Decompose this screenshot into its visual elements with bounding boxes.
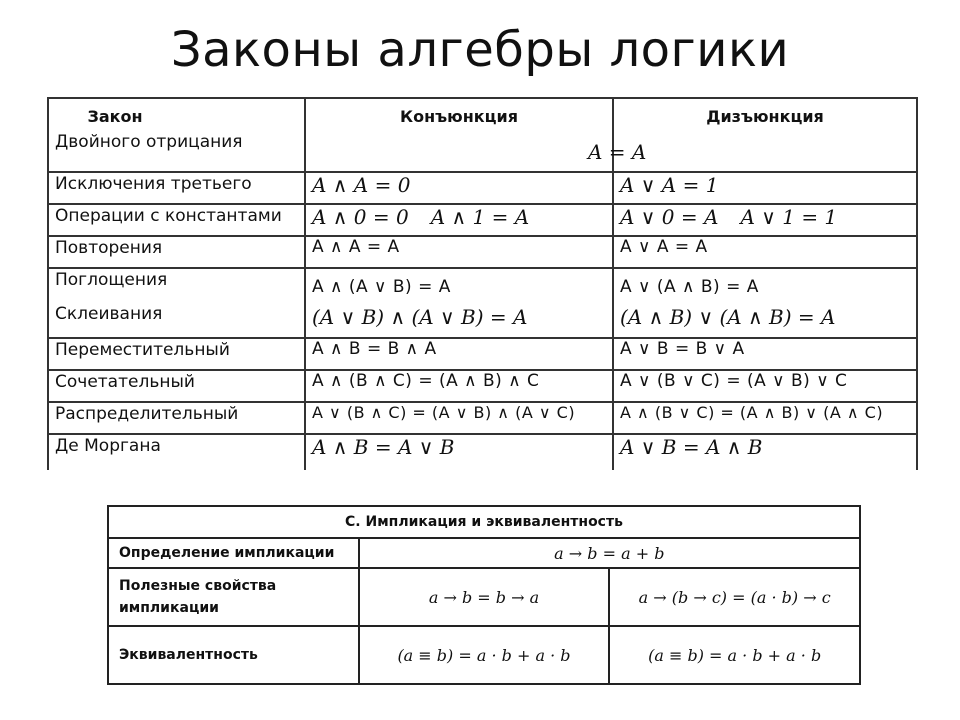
formula-text: A ∨ (B ∨ C) = (A ∨ B) ∨ C xyxy=(620,371,848,391)
law-row xyxy=(48,370,917,402)
law-name-gluing: Склеивания xyxy=(55,304,163,324)
law-conjunction xyxy=(305,204,613,236)
formula-text: A ∨ (B ∧ C) = (A ∨ B) ∧ (A ∨ C) xyxy=(312,403,576,422)
law-row xyxy=(48,268,917,338)
impl-label: Полезные свойства импликации xyxy=(108,568,359,626)
law-name-absorption: Поглощения xyxy=(55,270,168,290)
header-conjunction xyxy=(305,98,647,172)
formula-text-2: A ∨ 1 = 1 xyxy=(740,205,838,229)
law-disjunction xyxy=(613,338,917,370)
law-name: Распределительный xyxy=(48,402,305,434)
formula-text-2: (A ∨ B) ∧ (A ∨ B) = A xyxy=(312,305,528,329)
law-name xyxy=(48,268,305,338)
law-name: Переместительный xyxy=(48,338,305,370)
header-disjunction-label: Дизъюнкция xyxy=(706,107,824,126)
impl-formula: (a ≡ b) = a · b + a · b xyxy=(359,626,610,684)
formula-text: A ∧ (A ∨ B) = A xyxy=(312,277,451,297)
impl-formula: a → b = b → a xyxy=(359,568,610,626)
law-disjunction xyxy=(613,172,917,204)
impl-row xyxy=(108,626,860,684)
law-row xyxy=(48,236,917,268)
double-negation-formula: A = A xyxy=(588,140,647,164)
law-conjunction xyxy=(305,370,613,402)
law-disjunction xyxy=(613,370,917,402)
formula-text: A ∨ B = B ∨ A xyxy=(620,339,745,359)
impl-formula-2: a → (b → c) = (a · b) → c xyxy=(609,568,860,626)
laws-header-row xyxy=(48,98,917,172)
law-conjunction xyxy=(305,338,613,370)
formula-text-2: A ∧ 1 = A xyxy=(430,205,530,229)
header-disjunction xyxy=(613,98,917,172)
formula-text: A ∨ A = 1 xyxy=(620,173,719,197)
formula-text: A ∨ B = A ∧ B xyxy=(620,435,763,459)
law-name: Повторения xyxy=(48,236,305,268)
law-conjunction xyxy=(305,402,613,434)
law-name-double-negation: Двойного отрицания xyxy=(55,132,243,152)
law-row xyxy=(48,338,917,370)
implication-caption: С. Импликация и эквивалентность xyxy=(108,506,860,538)
formula-text: A ∧ (B ∧ C) = (A ∧ B) ∧ C xyxy=(312,371,540,391)
impl-label: Определение импликации xyxy=(108,538,359,568)
law-conjunction xyxy=(305,268,613,338)
header-conjunction-label: Конъюнкция xyxy=(400,107,518,126)
formula-text: A ∨ A = A xyxy=(620,237,708,257)
impl-formula-2: (a ≡ b) = a · b + a · b xyxy=(609,626,860,684)
formula-text: A ∨ (A ∧ B) = A xyxy=(620,277,759,297)
implication-table xyxy=(107,505,861,685)
impl-row xyxy=(108,568,860,626)
law-name: Сочетательный xyxy=(48,370,305,402)
impl-label: Эквивалентность xyxy=(108,626,359,684)
formula-text: A ∧ B = B ∧ A xyxy=(312,339,437,359)
law-row xyxy=(48,434,917,470)
formula-text: A ∧ A = 0 xyxy=(312,173,411,197)
formula-text-2: (A ∧ B) ∨ (A ∧ B) = A xyxy=(620,305,836,329)
law-row xyxy=(48,402,917,434)
law-row xyxy=(48,172,917,204)
page-title: Законы алгебры логики xyxy=(170,22,790,78)
law-disjunction xyxy=(613,434,917,470)
laws-table xyxy=(47,97,918,470)
header-law: Закон xyxy=(87,107,143,126)
law-disjunction xyxy=(613,204,917,236)
law-row xyxy=(48,204,917,236)
impl-formula: a → b = a + b xyxy=(359,538,860,568)
law-name: Де Моргана xyxy=(48,434,305,470)
impl-row xyxy=(108,538,860,568)
law-name: Операции с константами xyxy=(48,204,305,236)
law-conjunction xyxy=(305,236,613,268)
formula-text: A ∨ 0 = A xyxy=(620,205,719,229)
formula-text: A ∧ (B ∨ C) = (A ∧ B) ∨ (A ∧ C) xyxy=(620,403,884,422)
formula-text: A ∧ 0 = 0 xyxy=(312,205,409,229)
law-conjunction xyxy=(305,172,613,204)
law-disjunction xyxy=(613,402,917,434)
law-disjunction xyxy=(613,236,917,268)
formula-text: A ∧ B = A ∨ B xyxy=(312,435,455,459)
header-law-cell xyxy=(48,98,305,172)
law-disjunction xyxy=(613,268,917,338)
law-conjunction xyxy=(305,434,613,470)
formula-text: A ∧ A = A xyxy=(312,237,400,257)
law-name: Исключения третьего xyxy=(48,172,305,204)
